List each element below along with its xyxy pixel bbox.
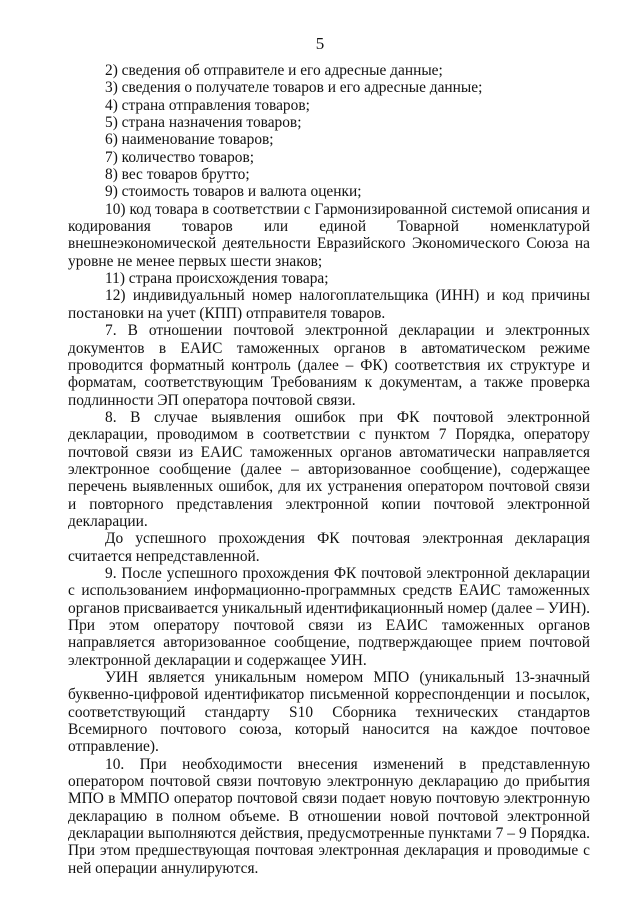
clause-10: 10. При необходимости внесения изменений в представленную оператором почтовой связи почтовую электронную декларацию до прибытия МПО в ММПО оператор почтовой связи подает новую почтовую электронную декларацию в полном объеме. В отношении новой почтовой электронной декларации выполняются действия, предусмотренные пунктами 7 – 9 Порядка. При этом предшествующая почтовая электронная декларация и проводимые с ней операции аннулируются. [68,755,590,877]
list-item-12: 12) индивидуальный номер налогоплательщика (ИНН) и код причины постановки на учет (КПП) отправителя товаров. [68,287,590,322]
list-item-2: 2) сведения об отправителе и его адресные данные; [105,62,443,79]
clause-9-uin-definition: УИН является уникальным номером МПО (уникальный 13-значный буквенно-цифровой идентификатор письменной корреспонденции и посылок, соответствующий стандарту S10 Сборника технических стандартов Всемирного почтового союза, который наносится на каждое почтовое отправление). [68,669,590,756]
page-number: 5 [315,34,325,53]
clause-8-note: До успешного прохождения ФК почтовая электронная декларация считается непредставленной. [68,530,590,565]
clause-7: 7. В отношении почтовой электронной декларации и электронных документов в ЕАИС таможенных органов в автоматическом режиме проводится форматный контроль (далее – ФК) соответствия их структуре и форматам, соответствующим Требованиям к документам, а также проверка подлинности ЭП оператора почтовой связи. [68,322,590,409]
list-item-7: 7) количество товаров; [105,148,255,166]
document-body [68,62,590,877]
clause-9: 9. После успешного прохождения ФК почтовой электронной декларации с использованием информационно-программных средств ЕАИС таможенных органов присваивается уникальный идентификационный номер (далее – УИН). При этом оператору почтовой связи из ЕАИС таможенных органов направляется авторизованное сообщение, подтверждающее прием почтовой электронной декларации и содержащее УИН. [68,564,590,669]
list-item-4: 4) страна отправления товаров; [105,96,310,114]
list-item-3: 3) сведения о получателе товаров и его адресные данные; [105,79,483,97]
list-item-10: 10) код товара в соответствии с Гармонизированной системой описания и кодирования товаров или единой Товарной номенклатурой внешнеэкономической деятельности Евразийского Экономического Союза на уровне не менее первых шести знаков; [68,200,590,270]
list-item-6: 6) наименование товаров; [105,131,274,149]
list-item-5: 5) страна назначения товаров; [105,114,302,132]
list-item-11: 11) страна происхождения товара; [105,270,329,288]
list-item-9: 9) стоимость товаров и валюта оценки; [105,183,362,201]
list-item-8: 8) вес товаров брутто; [105,166,250,184]
clause-8: 8. В случае выявления ошибок при ФК почтовой электронной декларации, проводимом в соответствии с пунктом 7 Порядка, оператору почтовой связи из ЕАИС таможенных органов автоматически направляется электронное сообщение (далее – авторизованное сообщение), содержащее перечень выявленных ошибок, для их устранения оператором почтовой связи и повторного представления электронной копии почтовой электронной декларации. [68,408,590,530]
